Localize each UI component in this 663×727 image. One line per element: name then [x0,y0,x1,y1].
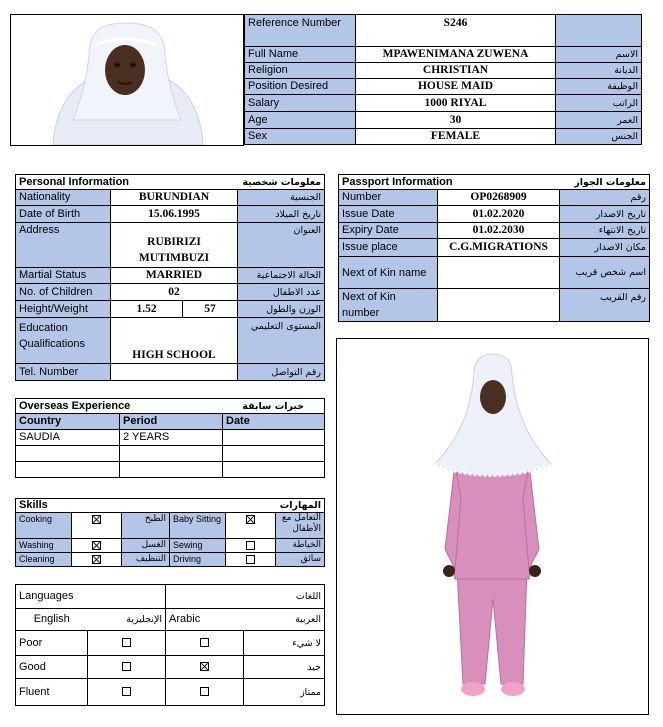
personal-info-table [15,174,325,381]
good-english-checkbox[interactable] [122,662,131,671]
skill-cleaning-label: Cleaning [16,553,72,567]
skill-driving-checkbox[interactable] [246,555,255,564]
nationality-value: BURUNDIAN [111,190,238,206]
skill-cooking-label: Cooking [16,513,72,539]
level-poor-label: Poor [16,631,88,656]
skill-driving-label: Driving [170,553,226,567]
full-body-image [337,339,648,714]
kin-number-value [438,289,560,322]
fluent-english-checkbox[interactable] [122,687,131,696]
sex-ar: الجنس [556,129,642,145]
dob-value: 15.06.1995 [111,206,238,223]
skill-cooking-checkbox[interactable] [92,515,101,524]
level-fluent-label: Fluent [16,679,88,706]
overseas-cell [223,446,325,462]
overseas-cell [120,462,223,478]
issue-place-ar: مكان الاصدار [560,239,650,257]
height-weight-ar: الوزن والطول [238,301,325,318]
issue-place-label: Issue place [339,239,438,257]
skill-driving-ar: سائق [276,553,325,567]
skill-cooking-ar: الطبخ [122,513,170,539]
position-ar: الوظيفة [556,79,642,95]
kin-name-value [438,257,560,289]
children-ar: عدد الاطفال [238,284,325,301]
full-name-label: Full Name [245,47,356,63]
level-good-label: Good [16,656,88,679]
salary-label: Salary [245,95,356,112]
skill-cleaning-checkbox[interactable] [92,555,101,564]
issue-place-value: C.G.MIGRATIONS [438,239,560,257]
overseas-cell [223,462,325,478]
good-arabic-checkbox[interactable] [200,662,209,671]
overseas-header-date: Date [223,414,325,430]
portrait-image [11,15,243,145]
poor-english-checkbox[interactable] [122,638,131,647]
main-info-table [244,14,642,145]
skill-babysitting-label: Baby Sitting [170,513,226,539]
language-level-row [16,656,325,679]
religion-row [245,63,642,79]
language-level-row [16,679,325,706]
age-ar: العمر [556,112,642,129]
sex-value: FEMALE [356,129,556,145]
overseas-title: Overseas Experience [16,399,223,414]
issue-date-label: Issue Date [339,206,438,223]
reference-value: S246 [356,15,556,47]
reference-label: Reference Number [245,15,356,47]
weight-value: 57 [183,301,238,318]
skill-babysitting-ar: التعامل مع الأطفال [276,513,325,539]
table-row [16,462,325,478]
skills-row [16,553,325,567]
religion-label: Religion [245,63,356,79]
level-poor-ar: لا شيء [244,631,325,656]
kin-number-label: Next of Kin number [339,289,438,322]
full-name-value: MPAWENIMANA ZUWENA [356,47,556,63]
kin-number-ar: رقم القريب [560,289,650,322]
languages-table [15,584,325,706]
language-english-label: English [16,609,88,631]
passport-info-title-ar: معلومات الجواز [560,175,650,190]
sex-row [245,129,642,145]
language-english-ar: الإنجليزية [88,609,166,631]
age-value: 30 [356,112,556,129]
passport-number-ar: رقم [560,190,650,206]
skills-row [16,539,325,553]
passport-info-title: Passport Information [339,175,560,190]
fluent-arabic-checkbox[interactable] [200,687,209,696]
salary-row [245,95,642,112]
overseas-cell [16,462,120,478]
table-row [16,430,325,446]
nationality-label: Nationality [16,190,111,206]
height-weight-label: Height/Weight [16,301,111,318]
position-label: Position Desired [245,79,356,95]
kin-name-ar: اسم شخص قريب [560,257,650,289]
tel-label: Tel. Number [16,364,111,381]
dob-label: Date of Birth [16,206,111,223]
overseas-experience-table [15,398,325,478]
language-level-row [16,631,325,656]
kin-name-label: Next of Kin name [339,257,438,289]
overseas-cell: 2 YEARS [120,430,223,446]
skills-row [16,513,325,539]
skill-sewing-ar: الخياطة [276,539,325,553]
expiry-date-ar: تاريخ الانتهاء [560,223,650,239]
dob-ar: تاريخ الميلاد [238,206,325,223]
skill-sewing-checkbox[interactable] [246,541,255,550]
address-value: RUBIRIZI MUTIMBUZI [111,223,238,268]
marital-ar: الحالة الاجتماعية [238,268,325,284]
marital-label: Martial Status [16,268,111,284]
tel-value [111,364,238,381]
education-value: HIGH SCHOOL [111,318,238,364]
level-fluent-ar: ممتاز [244,679,325,706]
address-label: Address [16,223,111,268]
personal-info-title-ar: معلومات شخصية [183,175,325,190]
passport-info-table [338,174,650,322]
overseas-cell: SAUDIA [16,430,120,446]
passport-number-label: Number [339,190,438,206]
religion-value: CHRISTIAN [356,63,556,79]
level-good-ar: جيد [244,656,325,679]
position-row [245,79,642,95]
position-value: HOUSE MAID [356,79,556,95]
salary-ar: الراتب [556,95,642,112]
skill-sewing-label: Sewing [170,539,226,553]
skill-cleaning-ar: التنظيف [122,553,170,567]
skill-washing-label: Washing [16,539,72,553]
overseas-header-period: Period [120,414,223,430]
overseas-cell [120,446,223,462]
full-body-photo [336,338,649,715]
skills-title-ar: المهارات [170,499,325,513]
portrait-photo [10,14,244,146]
skill-babysitting-checkbox[interactable] [246,515,255,524]
full-name-row [245,47,642,63]
issue-date-ar: تاريخ الاصدار [560,206,650,223]
expiry-date-label: Expiry Date [339,223,438,239]
table-row [16,446,325,462]
religion-ar: الديانة [556,63,642,79]
personal-info-title: Personal Information [16,175,183,190]
expiry-date-value: 01.02.2030 [438,223,560,239]
address-ar: العنوان [238,223,325,268]
poor-arabic-checkbox[interactable] [200,638,209,647]
language-arabic-ar: العربية [244,609,325,631]
age-row [245,112,642,129]
overseas-cell [16,446,120,462]
children-value: 02 [111,284,238,301]
issue-date-value: 01.02.2020 [438,206,560,223]
skills-table [15,498,325,567]
skill-washing-checkbox[interactable] [92,541,101,550]
languages-title-ar: اللغات [166,585,325,609]
age-label: Age [245,112,356,129]
education-ar: المستوى التعليمي [238,318,325,364]
overseas-title-ar: خبرات سابقة [223,399,325,414]
sex-label: Sex [245,129,356,145]
education-label: Education Qualifications [16,318,111,364]
skill-washing-ar: الغسل [122,539,170,553]
skills-title: Skills [16,499,170,513]
full-name-ar: الاسم [556,47,642,63]
salary-value: 1000 RIYAL [356,95,556,112]
children-label: No. of Children [16,284,111,301]
height-value: 1.52 [111,301,183,318]
marital-value: MARRIED [111,268,238,284]
overseas-header-country: Country [16,414,120,430]
nationality-ar: الجنسية [238,190,325,206]
passport-number-value: OP0268909 [438,190,560,206]
language-arabic-label: Arabic [166,609,244,631]
reference-row [245,15,642,47]
overseas-cell [223,430,325,446]
languages-title: Languages [16,585,166,609]
tel-ar: رقم التواصل [238,364,325,381]
